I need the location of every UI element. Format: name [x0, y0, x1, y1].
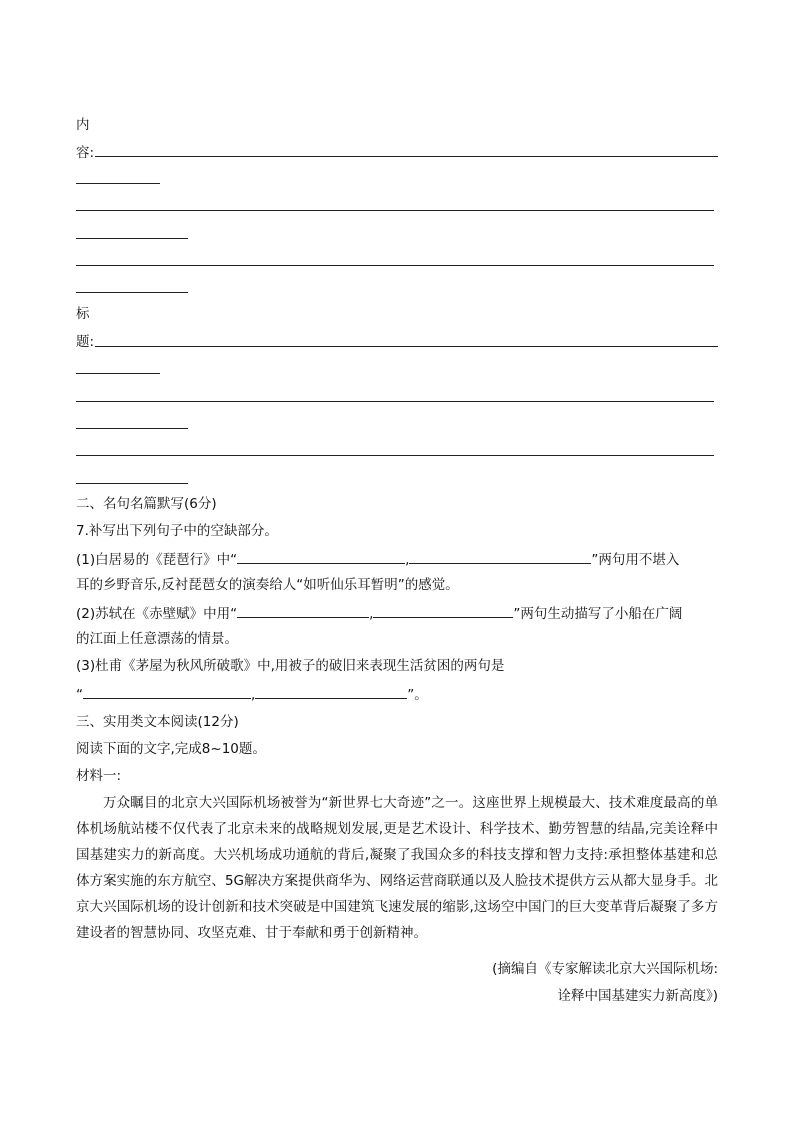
item-1-comma: ,: [405, 552, 410, 568]
item-3-open-quote: “: [76, 687, 83, 703]
content-answer-line-3[interactable]: [76, 265, 714, 266]
title-answer-line-1[interactable]: [95, 346, 718, 347]
material-label: 材料一:: [76, 768, 122, 784]
title-answer-line-3-tail[interactable]: [76, 483, 188, 484]
item-2-prefix: (2)苏轼在《赤壁赋》中用“: [76, 606, 238, 622]
item-2-comma: ,: [369, 606, 374, 622]
title-label-top: 标: [76, 306, 90, 322]
material-paragraph: 万众瞩目的北京大兴国际机场被誉为“新世界七大奇迹”之一。这座世界上规模最大、技术难度最高的单体机场航站楼不仅代表了北京未来的战略规划发展,更是艺术设计、科学技术、勤劳智慧的结晶,完美诠释中国基建实力的新高度。大兴机场成功通航的背后,凝聚了我国众多的科技支撑和智力支持:承担整体基建和总体方案实施的东方航空、5G解决方案提供商华为、网络运营商联通以及人脸技术提供方云从都大显身手。北京大兴国际机场的设计创新和技术突破是中国建筑飞速发展的缩影,这场空中国门的巨大变革背后凝聚了多方建设者的智慧协同、攻坚克难、甘于奉献和勇于创新精神。: [76, 795, 718, 941]
title-answer-line-2[interactable]: [76, 401, 714, 402]
item-2-line-1: [76, 603, 682, 623]
title-answer-line-1-tail[interactable]: [76, 373, 160, 374]
content-answer-line-1[interactable]: [95, 156, 718, 157]
item-3-blank-1[interactable]: [83, 684, 251, 699]
title-answer-line-2-tail[interactable]: [76, 428, 188, 429]
content-label-top: 内: [76, 117, 90, 133]
reading-instruction: 阅读下面的文字,完成8~10题。: [76, 741, 266, 757]
item-1-line-2: 耳的乡野音乐,反衬琵琶女的演奏给人“如听仙乐耳暂明”的感觉。: [76, 577, 459, 593]
item-2-blank-1[interactable]: [237, 603, 369, 618]
item-2-suffix: ”两句生动描写了小船在广阔: [513, 606, 683, 622]
content-label-bottom: 容:: [76, 145, 95, 161]
content-answer-line-2[interactable]: [76, 210, 714, 211]
item-2-line-2: 的江面上任意漂荡的情景。: [76, 631, 238, 647]
question-7: 7.补写出下列句子中的空缺部分。: [76, 523, 278, 539]
content-answer-line-2-tail[interactable]: [76, 238, 188, 239]
item-1-prefix: (1)白居易的《琵琶行》中“: [76, 552, 238, 568]
item-1-blank-1[interactable]: [237, 549, 405, 564]
item-1-line-1: [76, 549, 679, 569]
title-answer-line-3[interactable]: [76, 455, 714, 456]
source-line-1: (摘编自《专家解读北京大兴国际机场:: [492, 961, 718, 977]
item-1-suffix: ”两句用不堪入: [591, 552, 680, 568]
item-3-close-quote: ”。: [407, 687, 428, 703]
content-answer-line-3-tail[interactable]: [76, 292, 188, 293]
title-label-bottom: 题:: [76, 334, 95, 350]
content-answer-line-1-tail[interactable]: [76, 183, 160, 184]
section-2-heading: 二、名句名篇默写(6分): [76, 496, 217, 512]
item-3-line-1: (3)杜甫《茅屋为秋风所破歌》中,用被子的破旧来表现生活贫困的两句是: [76, 658, 505, 674]
item-3-line-2: [76, 684, 428, 704]
item-3-comma: ,: [251, 687, 256, 703]
item-1-blank-2[interactable]: [409, 549, 591, 564]
item-3-blank-2[interactable]: [255, 684, 407, 699]
item-2-blank-2[interactable]: [373, 603, 513, 618]
source-line-2: 诠释中国基建实力新高度》): [557, 988, 718, 1004]
section-3-heading: 三、实用类文本阅读(12分): [76, 714, 239, 730]
